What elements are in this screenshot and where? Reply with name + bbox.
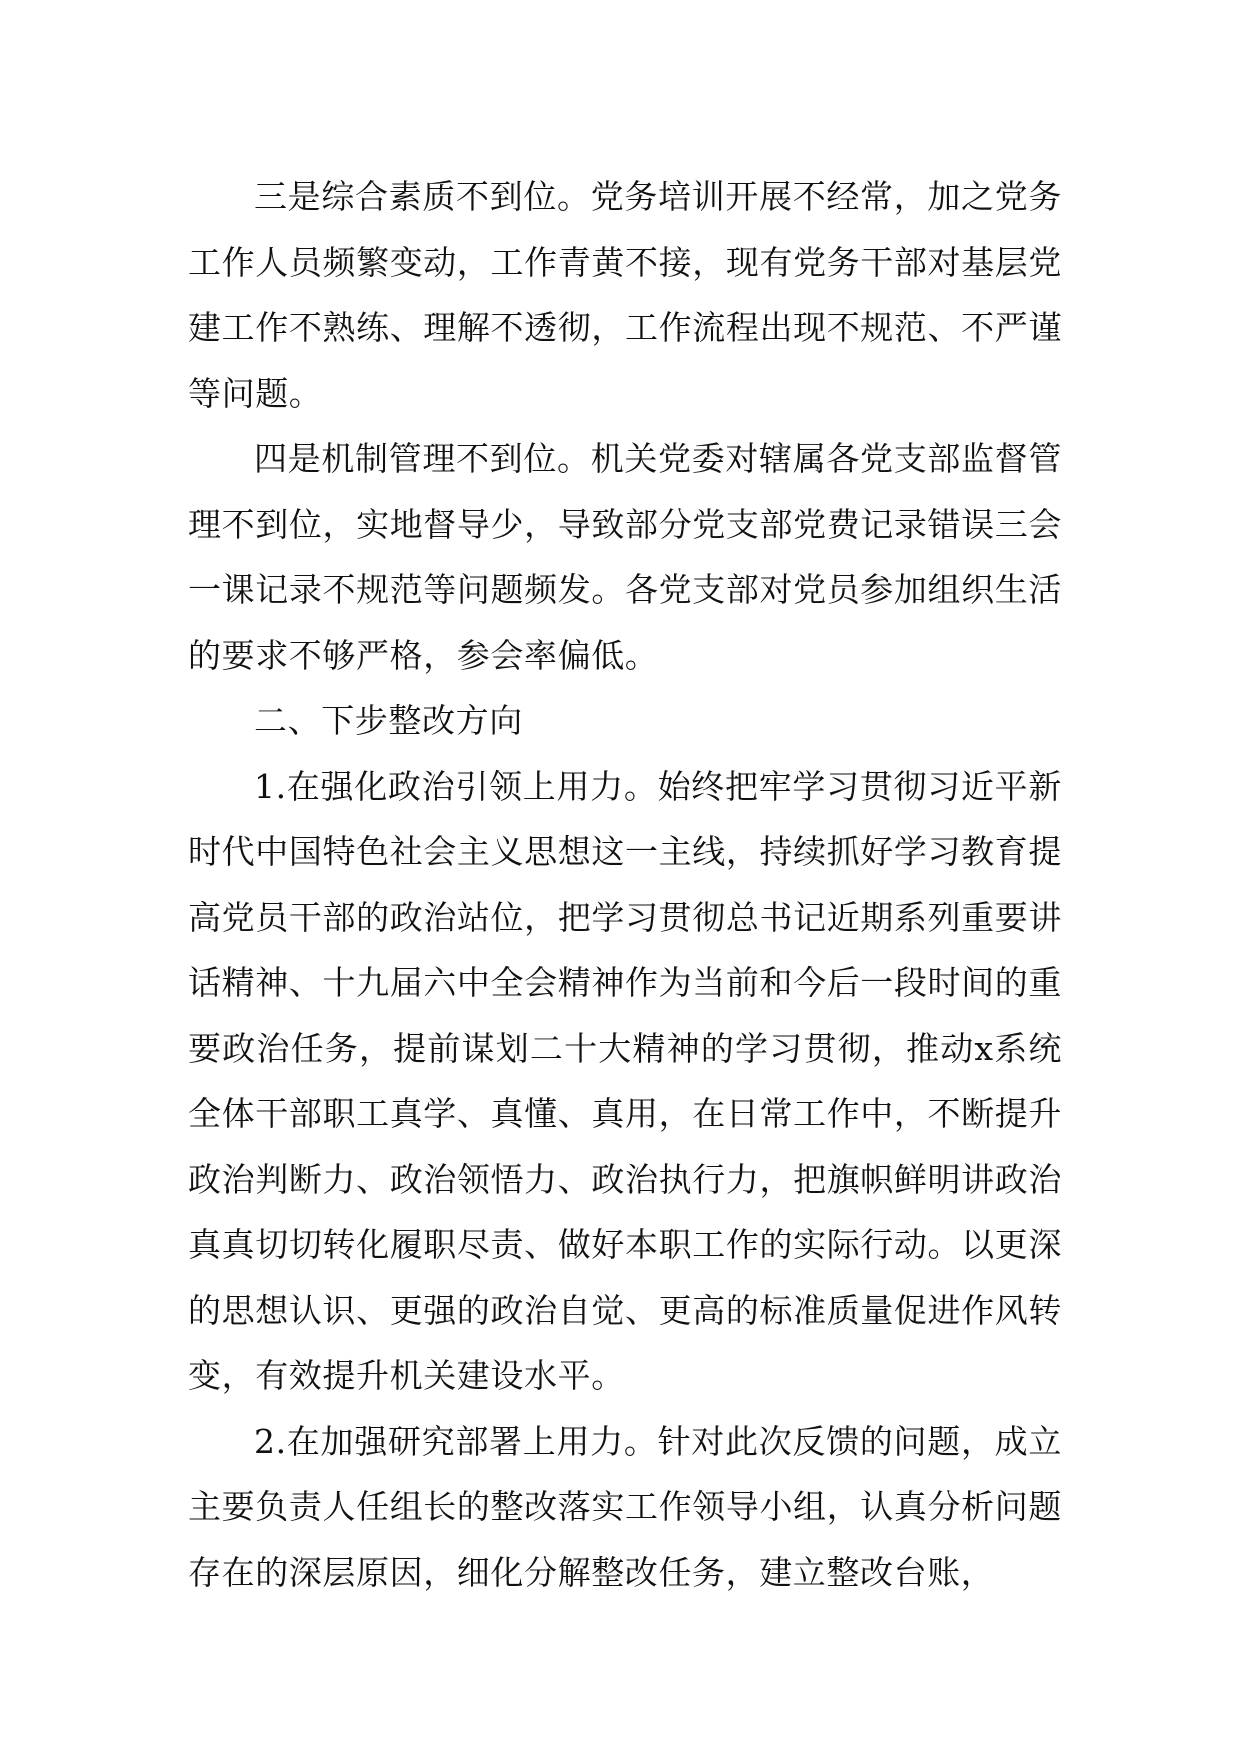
paragraph-research-deployment: 2.在加强研究部署上用力。针对此次反馈的问题，成立主要负责人任组长的整改落实工作领导小组，认真分析问题存在的深层原因，细化分解整改任务，建立整改台账， bbox=[188, 1421, 1062, 1592]
paragraph-comprehensive-quality: 三是综合素质不到位。党务培训开展不经常，加之党务工作人员频繁变动，工作青黄不接，现有党务干部对基层党建工作不熟练、理解不透彻，工作流程出现不规范、不严谨等问题。 bbox=[188, 177, 1062, 413]
section-heading-rectification-direction: 二、下步整改方向 bbox=[254, 701, 523, 740]
paragraph-political-guidance: 1.在强化政治引领上用力。始终把牢学习贯彻习近平新时代中国特色社会主义思想这一主线，持续抓好学习教育提高党员干部的政治站位，把学习贯彻总书记近期系列重要讲话精神、十九届六中全会精神作为当前和今后一段时间的重要政治任务，提前谋划二十大精神的学习贯彻，推动x系统全体干部职工真学、真懂、真用，在日常工作中，不断提升政治判断力、政治领悟力、政治执行力，把旗帜鲜明讲政治真真切切转化履职尽责、做好本职工作的实际行动。以更深的思想认识、更强的政治自觉、更高的标准质量促进作风转变，有效提升机关建设水平。 bbox=[188, 766, 1062, 1395]
paragraph-mechanism-management: 四是机制管理不到位。机关党委对辖属各党支部监督管理不到位，实地督导少，导致部分党支部党费记录错误三会一课记录不规范等问题频发。各党支部对党员参加组织生活的要求不够严格，参会率偏低。 bbox=[188, 439, 1062, 675]
